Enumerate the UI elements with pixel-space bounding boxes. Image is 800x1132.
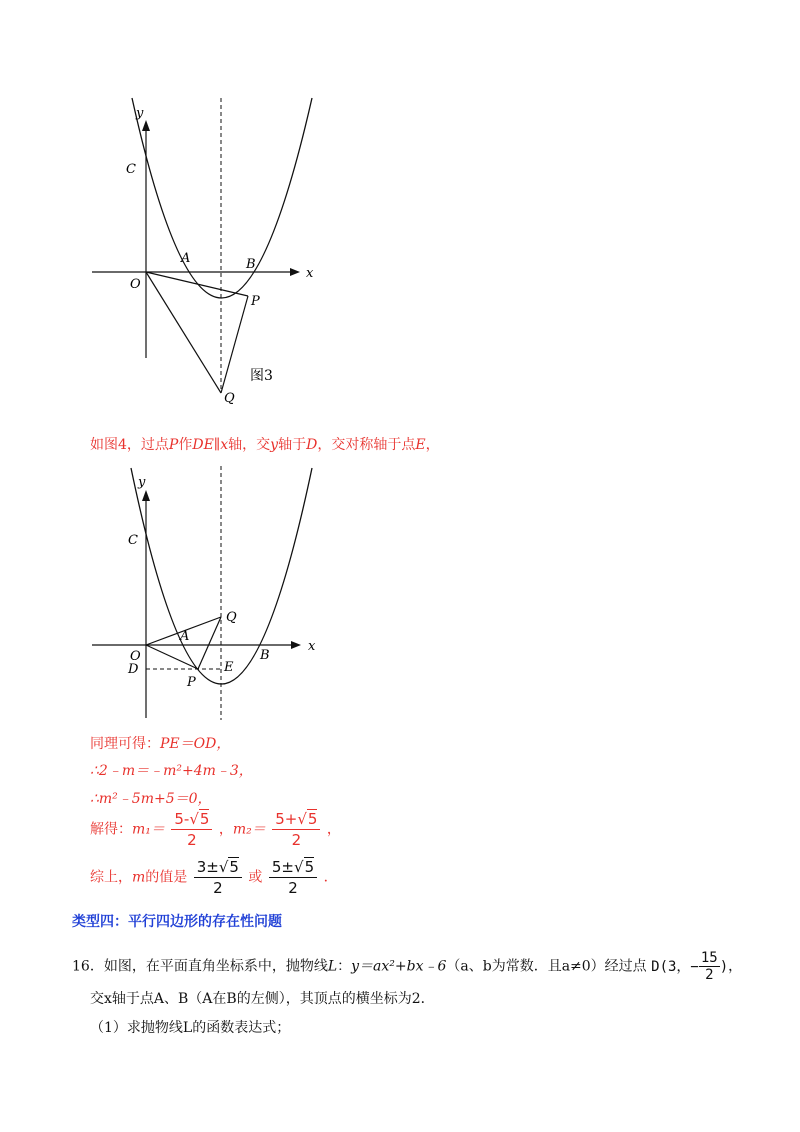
label-o: O (130, 649, 141, 664)
label-q: Q (224, 391, 235, 406)
den: 2 (291, 831, 302, 849)
text: 解得： (90, 821, 132, 838)
var-d: D (306, 437, 318, 453)
solution-line-5 (90, 858, 338, 897)
var-y: y (270, 437, 279, 453)
problem-16-line-2 (90, 988, 435, 1008)
text: 同理可得： (90, 736, 160, 752)
section-heading: 类型四：平行四边形的存在性问题 (72, 914, 282, 930)
label-c: C (128, 533, 138, 548)
var-x: x (220, 437, 229, 453)
segment-pq (221, 296, 248, 393)
solution-line-2 (90, 760, 253, 780)
problem-16-line-1 (72, 950, 742, 983)
label-e: E (224, 660, 234, 675)
text: 交x轴于点A、B（A在B的左侧），其顶点的横坐标为2． (90, 991, 435, 1007)
equation: y＝ax²+bx﹣6 (351, 958, 447, 975)
solution-line-3 (90, 788, 212, 808)
point-d (651, 950, 729, 983)
text: 轴，交 (228, 437, 271, 453)
expression: PE＝OD， (160, 736, 231, 752)
text: 的值是 (145, 869, 188, 886)
var-m: m (132, 869, 146, 886)
equation: ∴2﹣m＝﹣m²+4m﹣3， (90, 763, 253, 779)
y-axis-arrow (142, 120, 150, 131)
parabola (132, 98, 312, 298)
num: 5+ (275, 810, 298, 828)
text: ) (719, 958, 729, 975)
text: ． (323, 869, 338, 886)
figure-3-caption: 图3 (250, 368, 273, 384)
label-y: y (138, 475, 146, 490)
num: 15 (700, 950, 718, 966)
var-p: P (168, 437, 179, 453)
x-axis-arrow (291, 641, 301, 649)
text: 如图4，过点 (90, 437, 169, 453)
radicand: 5 (307, 810, 318, 828)
label-x: x (308, 639, 316, 654)
var-m1: m₁＝ (132, 821, 165, 838)
label-d: D (128, 662, 139, 677)
text: （a、b为常数．且a≠0）经过点 (446, 958, 647, 975)
label-b: B (260, 648, 270, 663)
text: 综上， (90, 869, 132, 886)
text: 或 (248, 869, 263, 886)
radicand: 5 (229, 858, 239, 876)
label-c: C (126, 162, 136, 177)
var-de: DE (192, 437, 214, 453)
fraction-value-2: $\frac{5\pm√5}{2}$ (269, 858, 317, 897)
label-b: B (246, 257, 256, 272)
var-m2: m₂＝ (232, 821, 266, 838)
num: 5± (271, 858, 294, 876)
label-a: A (181, 251, 191, 266)
text: ，交对称轴于点 (317, 437, 416, 453)
text: （1）求抛物线L的函数表达式； (90, 1020, 291, 1036)
text: 作 (178, 437, 193, 453)
text: ， (218, 821, 233, 838)
text: 16．如图，在平面直角坐标系中，抛物线 (72, 958, 328, 975)
y-axis-arrow (142, 490, 150, 501)
label-x: x (306, 266, 314, 281)
text: ， (425, 437, 440, 453)
x-axis-arrow (290, 268, 300, 276)
var-e: E (415, 437, 426, 453)
text: 轴于 (278, 437, 307, 453)
num: 5- (174, 810, 190, 828)
den: 2 (288, 879, 298, 897)
intro-line (90, 434, 440, 454)
radicand: 5 (304, 858, 315, 876)
radicand: 5 (199, 810, 210, 828)
parallel-sign: ∥ (213, 437, 221, 453)
fraction-m2: $\frac{5+√5}{2}$ (272, 810, 320, 849)
label-o: O (130, 277, 141, 292)
fraction-m1: $\frac{5-√5}{2}$ (171, 810, 212, 849)
label-q: Q (226, 610, 237, 625)
segment-op (146, 645, 198, 669)
label-a: A (180, 629, 190, 644)
den: 2 (705, 967, 714, 983)
den: 2 (187, 831, 197, 849)
num: 3± (196, 858, 219, 876)
equation: ∴m²﹣5m+5＝0， (90, 791, 212, 807)
label-p: P (187, 675, 196, 690)
label-y: y (136, 106, 144, 121)
figure-4 (80, 462, 340, 724)
fraction-value-1: $\frac{3\pm√5}{2}$ (194, 858, 242, 897)
text: ， (728, 958, 743, 975)
den: 2 (213, 879, 223, 897)
segment-op (146, 272, 248, 296)
text: D(3，− (651, 958, 699, 975)
solution-line-1 (90, 733, 230, 753)
text: ： (337, 958, 352, 975)
problem-16-line-3 (90, 1017, 290, 1037)
label-p: P (251, 294, 260, 309)
segment-oq (146, 272, 221, 393)
figure-3 (80, 90, 340, 420)
point-d-fraction (699, 950, 720, 983)
text: ， (326, 821, 341, 838)
solution-line-4 (90, 810, 341, 849)
var-l: L (327, 958, 338, 975)
